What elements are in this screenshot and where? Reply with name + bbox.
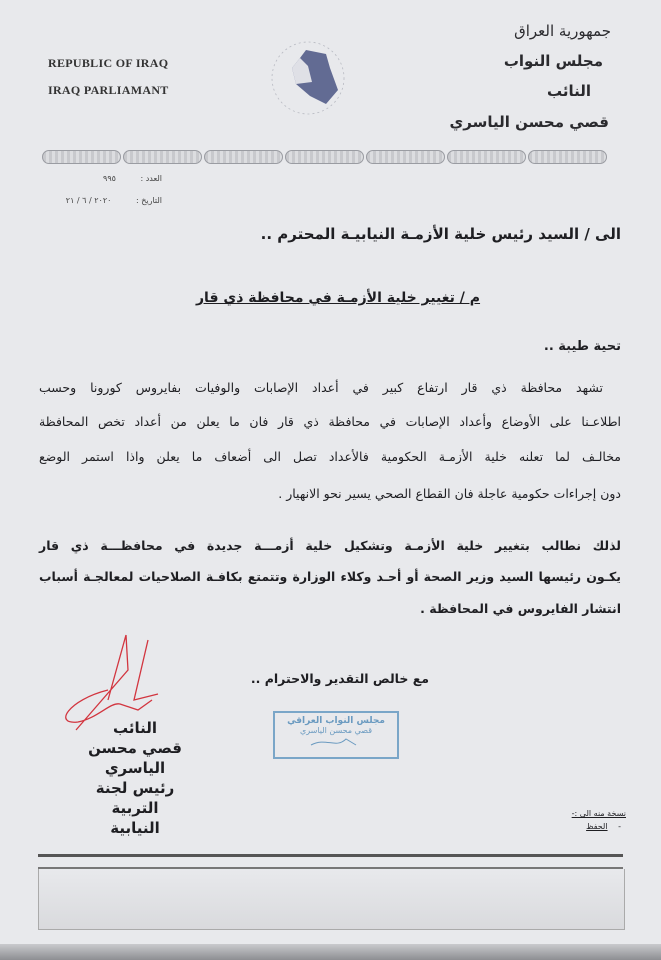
signature-block — [70, 718, 200, 838]
header-ar-name: قصي محسن الياسري — [449, 113, 609, 131]
body-line: تشهد محافظة ذي قار ارتفاع كبير في أعداد الإصابات والوفيات بفايروس كورونا وحسب — [39, 380, 603, 395]
cc-label: نسخة منه الى :- — [571, 809, 626, 818]
signatory-position-cont: النيابية — [110, 819, 160, 837]
official-stamp — [273, 711, 399, 759]
demand-line: لذلك نطالب بتغيير خلية الأزمـة وتشكيل خلية أزمـــة جديدة في محافظـــة ذي قار — [39, 538, 621, 553]
parliament-logo — [268, 38, 348, 118]
body-line: دون إجراءات حكومية عاجلة فان القطاع الصحي يسير نحو الانهيار . — [278, 486, 621, 501]
footer-divider — [38, 854, 623, 869]
body-line: مخالـف لما تعلنه خلية الأزمـة الحكومية فالأعداد تصل الى أضعاف ما يعلن واذا استمر الوضع — [39, 449, 621, 464]
signatory-name: قصي محسن الياسري — [88, 739, 182, 777]
header-en-republic: REPUBLIC OF IRAQ — [48, 56, 169, 70]
signatory-position: رئيس لجنة التربية — [95, 779, 175, 817]
header-ar-republic: جمهورية العراق — [514, 22, 611, 40]
number-label: العدد : — [140, 174, 162, 183]
header-divider — [42, 150, 607, 164]
header-ar-parliament: مجلس النواب — [503, 52, 603, 70]
stamp-signature — [306, 735, 366, 749]
stamp-org: مجلس النواب العراقي — [287, 716, 385, 726]
date-field — [30, 196, 162, 205]
subject: م / تغيير خلية الأزمـة في محافظة ذي قار — [196, 290, 481, 306]
closing: مع خالص التقدير والاحترام .. — [250, 671, 429, 686]
header-en-parliament: IRAQ PARLIAMANT — [48, 83, 169, 97]
number-value: ٩٩٥ — [103, 174, 116, 183]
body-line: اطلاعـنا على الأوضاع وأعداد الإصابات في محافظة ذي قار فان ما يعلن من أعداد تخص المحافظة — [39, 414, 621, 429]
cc-item: - الحفظ — [586, 822, 621, 831]
demand-line: يكـون رئيسها السيد وزير الصحة أو أحـد وكلاء الوزارة وتتمتع بكافـة الصلاحيات لمعالجـة أسباب — [39, 569, 621, 584]
header-ar-mp: النائب — [546, 82, 591, 100]
page-bottom-shadow — [0, 944, 661, 960]
date-value: ٢٠٢٠ / ٦ / ٢١ — [65, 196, 112, 205]
date-label: التاريخ : — [135, 196, 162, 205]
demand-line: انتشار الفايروس في المحافظة . — [420, 601, 621, 616]
signatory-title: النائب — [112, 719, 158, 737]
stamp-name: قصي محسن الياسري — [299, 726, 373, 735]
number-field — [82, 174, 162, 183]
addressee: الى / السيد رئيس خلية الأزمـة النيابيـة المحترم .. — [260, 225, 621, 243]
cc-item-text: الحفظ — [586, 822, 608, 831]
greeting: تحية طيبة .. — [543, 339, 621, 354]
footer-box — [38, 869, 625, 930]
